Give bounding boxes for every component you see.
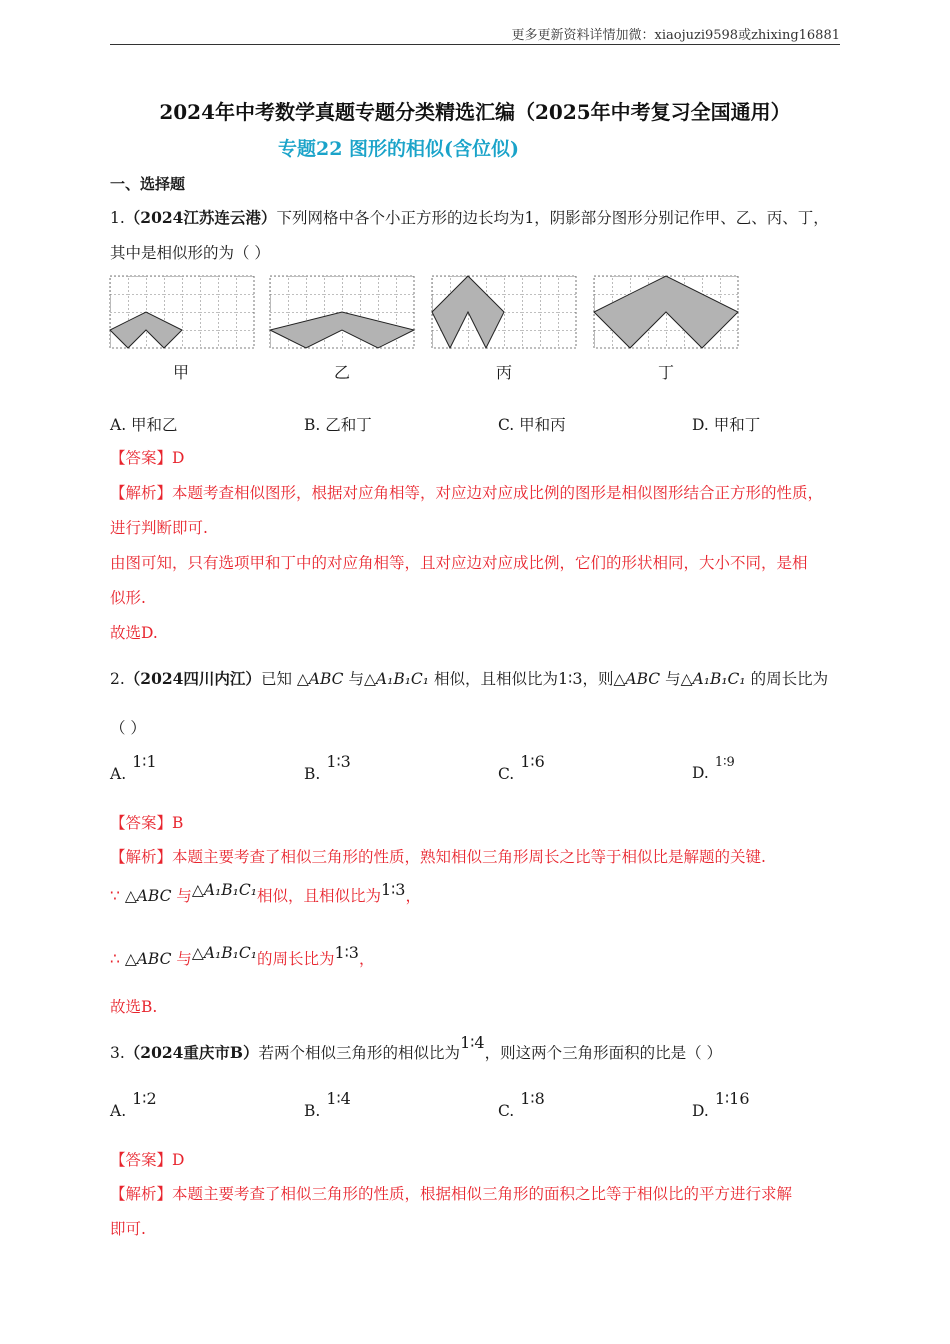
q3-analysis-label: 【解析】: [110, 1185, 173, 1203]
q3-option-c-value: 1∶8: [520, 1089, 545, 1108]
header-divider: [110, 44, 840, 45]
q2-option-b-label: B.: [304, 765, 321, 783]
q2-triangle-a1b1c1: △A₁B₁C₁: [364, 670, 430, 688]
q3-option-d-label: D.: [692, 1102, 709, 1120]
q1-grid-figures: [108, 274, 742, 354]
q2-s2-end: ，: [358, 950, 375, 968]
q3-text2: ，则这两个三角形面积的比是（ ）: [484, 1044, 723, 1062]
q2-s1-triangle-abc: △ABC: [124, 887, 172, 905]
q3-option-d-value: 1∶16: [714, 1089, 750, 1108]
q1-analysis-line4: 似形.: [110, 589, 146, 607]
figure-label-jia: 甲: [172, 363, 189, 382]
q2-option-d-label: D.: [692, 764, 709, 782]
q2-option-a-value: 1∶1: [132, 752, 157, 771]
q3-ratio: 1∶4: [460, 1033, 485, 1052]
q3-answer-label: 【答案】: [110, 1151, 173, 1169]
q1-analysis-line3: 由图可知，只有选项甲和丁中的对应角相等，且对应边对应成比例，它们的形状相同，大小不同，是相: [110, 554, 808, 572]
q2-number: 2.: [110, 670, 125, 688]
q2-paren: （ ）: [110, 719, 146, 737]
q2-option-b: [304, 752, 351, 783]
figure-label-bing: 丙: [495, 363, 512, 382]
q2-s2-triangle-a1b1c1: △A₁B₁C₁: [191, 944, 257, 962]
q3-option-a-label: A.: [110, 1102, 127, 1120]
q3-option-d: [692, 1089, 750, 1120]
q3-option-c-label: C.: [498, 1102, 515, 1120]
q2-perimeter-text: 的周长比为: [750, 670, 829, 688]
q2-s2-ratio: 1∶3: [334, 943, 359, 962]
q2-triangle-a1b1c1-2: △A₁B₁C₁: [680, 670, 746, 688]
q1-analysis-line1: [110, 483, 823, 503]
q1-analysis-text1: 本题考查相似图形，根据对应角相等，对应边对应成比例的图形是相似图形结合正方形的性质，: [172, 484, 824, 502]
q2-analysis-line3: [110, 943, 375, 969]
figure-label-ding: 丁: [657, 363, 674, 382]
q2-and-2: 与: [665, 670, 681, 688]
q2-option-b-value: 1∶3: [326, 752, 351, 771]
q1-option-d: D. 甲和丁: [692, 416, 761, 434]
q3-number: 3.: [110, 1044, 125, 1062]
q3-analysis-line2: 即可.: [110, 1220, 146, 1238]
q1-stem-line2: 其中是相似形的为（ ）: [110, 244, 270, 262]
q1-analysis-label: 【解析】: [110, 484, 173, 502]
figure-yi: [270, 276, 414, 348]
q1-text1: 下列网格中各个小正方形的边长均为1，阴影部分图形分别记作甲、乙、丙、丁，: [276, 209, 829, 227]
q3-answer-value: D: [172, 1151, 185, 1169]
q2-s2-and: 与: [176, 950, 192, 968]
q2-option-c-value: 1∶6: [520, 752, 545, 771]
q2-option-c-label: C.: [498, 765, 515, 783]
q3-analysis-text1: 本题主要考查了相似三角形的性质，根据相似三角形的面积之比等于相似比的平方进行求解: [172, 1185, 793, 1203]
q2-s1-triangle-a1b1c1: △A₁B₁C₁: [191, 881, 257, 899]
q2-answer-value: B: [172, 814, 184, 832]
because-symbol: ∵: [110, 887, 120, 905]
q1-source: （2024江苏连云港）: [124, 208, 277, 227]
q3-option-b-label: B.: [304, 1102, 321, 1120]
q2-s1-and: 与: [176, 887, 192, 905]
q1-answer-value: D: [172, 449, 185, 467]
page-subtitle: 专题22 图形的相似(含位似): [278, 138, 520, 160]
q2-ratio: 1∶3: [557, 669, 583, 688]
q1-number: 1.: [110, 209, 125, 227]
figure-jia: [110, 276, 254, 348]
q2-answer-label: 【答案】: [110, 814, 173, 832]
q2-analysis-line2: [110, 880, 421, 906]
q2-source: （2024四川内江）: [124, 669, 261, 688]
q1-answer-label: 【答案】: [110, 449, 173, 467]
section-heading: 一、选择题: [110, 175, 186, 193]
q2-option-a-label: A.: [110, 765, 127, 783]
q2-s1-ratio: 1∶3: [380, 880, 406, 899]
q3-option-b: [304, 1089, 351, 1120]
q3-option-b-value: 1∶4: [326, 1089, 351, 1108]
q2-option-d: [692, 755, 735, 782]
q2-known: 已知: [260, 670, 292, 688]
q1-option-b: B. 乙和丁: [304, 416, 372, 434]
q2-triangle-abc-2: △ABC: [613, 670, 661, 688]
q3-option-a-value: 1∶2: [132, 1089, 157, 1108]
figure-bing: [432, 276, 576, 348]
q2-triangle-abc: △ABC: [296, 670, 344, 688]
q3-analysis-line1: [110, 1184, 792, 1204]
q2-s1-mid: 相似，且相似比为: [256, 887, 381, 905]
q2-analysis-text1: 本题主要考查了相似三角形的性质，熟知相似三角形周长之比等于相似比是解题的关键.: [172, 848, 766, 866]
figure-label-yi: 乙: [333, 363, 350, 382]
q1-analysis-line5: 故选D.: [110, 624, 158, 642]
q2-then-text: ，则: [582, 670, 614, 688]
q2-stem: [110, 669, 828, 689]
header-text: 更多更新资料详情加微：xiaojuzi9598或zhixing16881: [511, 28, 840, 43]
q2-s2-triangle-abc: △ABC: [124, 950, 172, 968]
q2-analysis-line1: [110, 847, 766, 867]
q3-text1: 若两个相似三角形的相似比为: [258, 1044, 461, 1062]
q2-option-c: [498, 752, 545, 783]
q2-conclusion: 故选B.: [110, 998, 158, 1016]
q1-answer: [110, 448, 184, 468]
q2-and: 与: [348, 670, 364, 688]
q1-option-a: A. 甲和乙: [110, 416, 178, 434]
q3-stem: [110, 1033, 723, 1063]
q3-source: （2024重庆市B）: [124, 1043, 259, 1062]
page-title: 2024年中考数学真题专题分类精选汇编（2025年中考复习全国通用）: [159, 100, 791, 124]
q2-analysis-label: 【解析】: [110, 848, 173, 866]
q2-s1-end: ，: [405, 887, 421, 905]
q3-option-c: [498, 1089, 545, 1120]
q1-stem-line1: [110, 208, 829, 228]
q3-answer: [110, 1150, 184, 1170]
q2-answer: [110, 813, 183, 833]
q2-similar-text: 相似，且相似比为: [433, 670, 558, 688]
q1-analysis-line2: 进行判断即可.: [110, 519, 208, 537]
q2-s2-mid: 的周长比为: [256, 950, 335, 968]
q2-option-d-value: 1∶9: [714, 755, 735, 770]
figure-ding: [594, 276, 738, 348]
q3-option-a: [110, 1089, 157, 1120]
q2-option-a: [110, 752, 157, 783]
therefore-symbol: ∴: [110, 950, 120, 968]
q1-option-c: C. 甲和丙: [498, 416, 566, 434]
